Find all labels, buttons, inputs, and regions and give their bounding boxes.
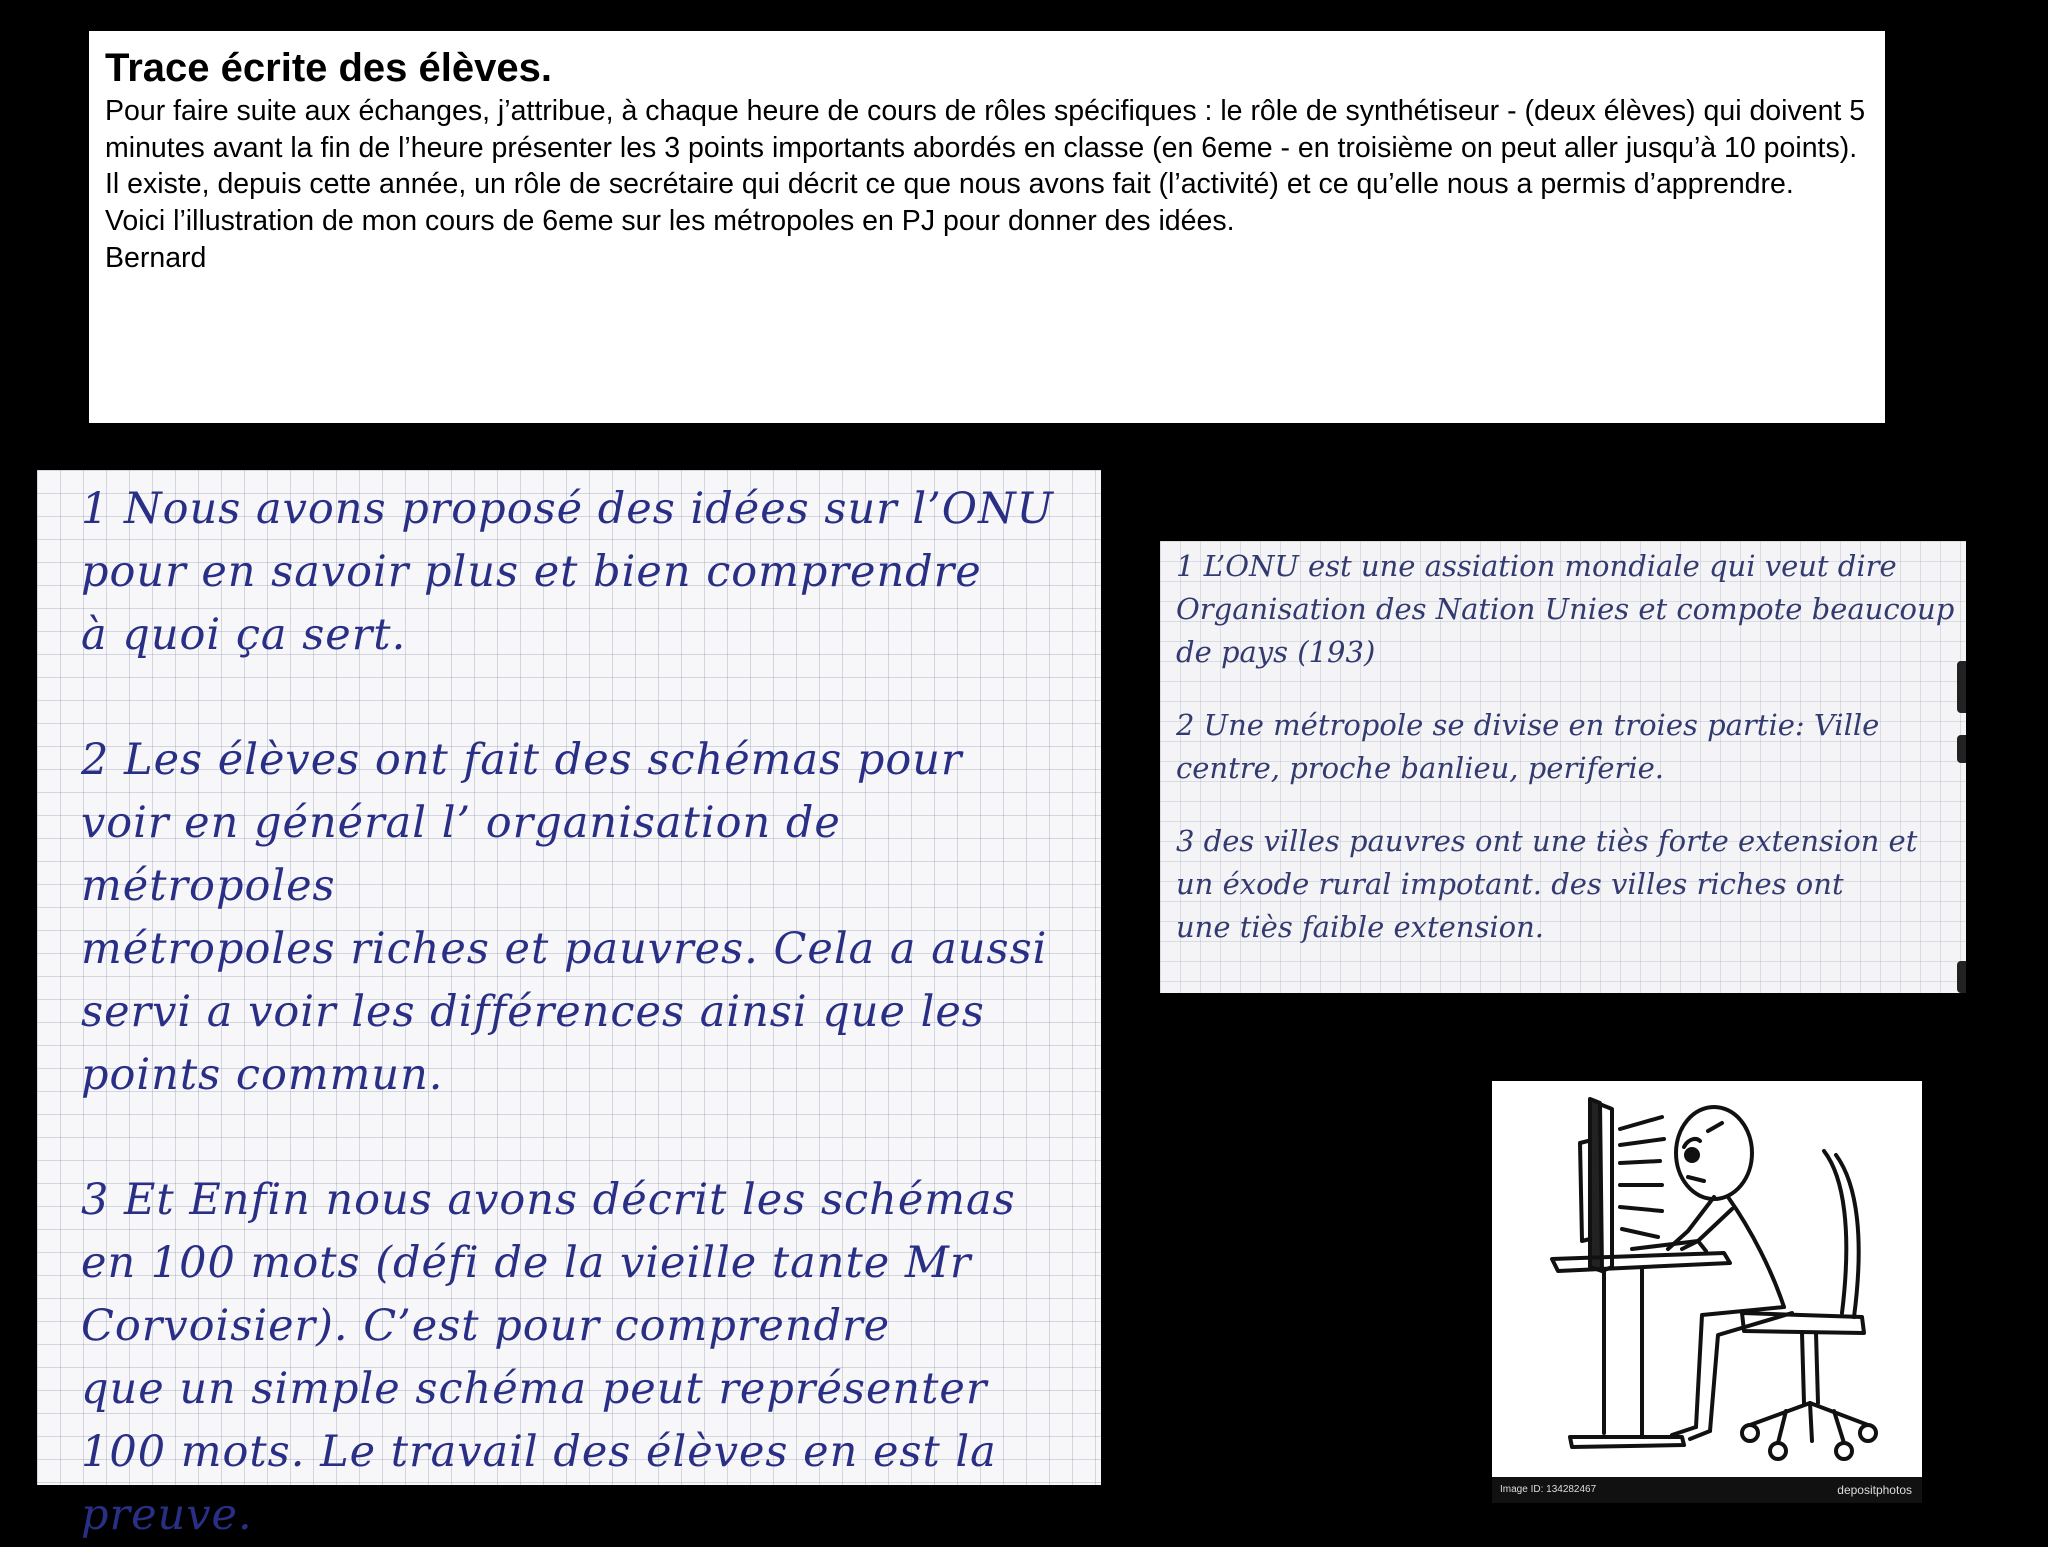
page-tab-marker — [1957, 735, 1966, 763]
note-point-2: 2 Les élèves ont fait des schémas pour voir en général l’ organisation de métropoles métropoles riches et pauvres. Cela a aussi servi a voir les différences ainsi que les points commun. — [81, 735, 1048, 1100]
paragraph-secretary: Il existe, depuis cette année, un rôle de secrétaire qui décrit ce que nous avons fait (l’activité) et ce qu’elle nous a permis d’apprendre. — [105, 168, 1794, 201]
text-panel — [89, 31, 1885, 423]
note-point-1: 1 Nous avons proposé des idées sur l’ONU pour en savoir plus et bien comprendre à quoi ça sert. — [81, 484, 1054, 660]
stick-figure-illustration — [1492, 1081, 1922, 1503]
handwritten-notes-right — [1160, 541, 1966, 993]
image-id-text: Image ID: 134282467 — [1500, 1484, 1597, 1495]
paragraph-roles: Pour faire suite aux échanges, j’attribue, à chaque heure de cours de rôles spécifiques : le rôle de synthétiseur - (deux élèves) qui doivent 5 minutes avant la fin de l’heure présenter les 3 points importants abordés en classe (en 6eme - en troisième on peut aller jusqu’à 10 points). — [105, 95, 1866, 164]
note-metropole: 2 Une métropole se divise en troies partie: Ville centre, proche banlieu, periferie. — [1176, 708, 1880, 785]
note-villes: 3 des villes pauvres ont une tiès forte extension et un éxode rural impotant. des villes riches ont une tiès faible extension. — [1176, 824, 1918, 944]
handwritten-notes-left — [37, 470, 1101, 1540]
page-title: Trace écrite des élèves. — [105, 46, 552, 90]
note-onu: 1 L’ONU est une assiation mondiale qui veut dire Organisation des Nation Unies et compote beaucoup de pays (193) — [1176, 549, 1955, 669]
stock-photo-credit-bar — [1492, 1477, 1922, 1503]
depositphotos-logo: depositphotos — [1837, 1483, 1912, 1497]
stick-figure-at-computer-drawing — [1492, 1081, 1922, 1477]
signature-name: Bernard — [105, 241, 207, 274]
page-tab-marker — [1957, 661, 1966, 713]
note-point-3: 3 Et Enfin nous avons décrit les schémas en 100 mots (défi de la vieille tante Mr Corvoisier). C’est pour comprendre que un simple schéma peut représenter 100 mots. Le travail des élèves en est la preuve. — [81, 1175, 1016, 1540]
paragraph-illustration: Voici l’illustration de mon cours de 6eme sur les métropoles en PJ pour donner des idées. — [105, 205, 1235, 238]
page-tab-marker — [1957, 961, 1966, 993]
